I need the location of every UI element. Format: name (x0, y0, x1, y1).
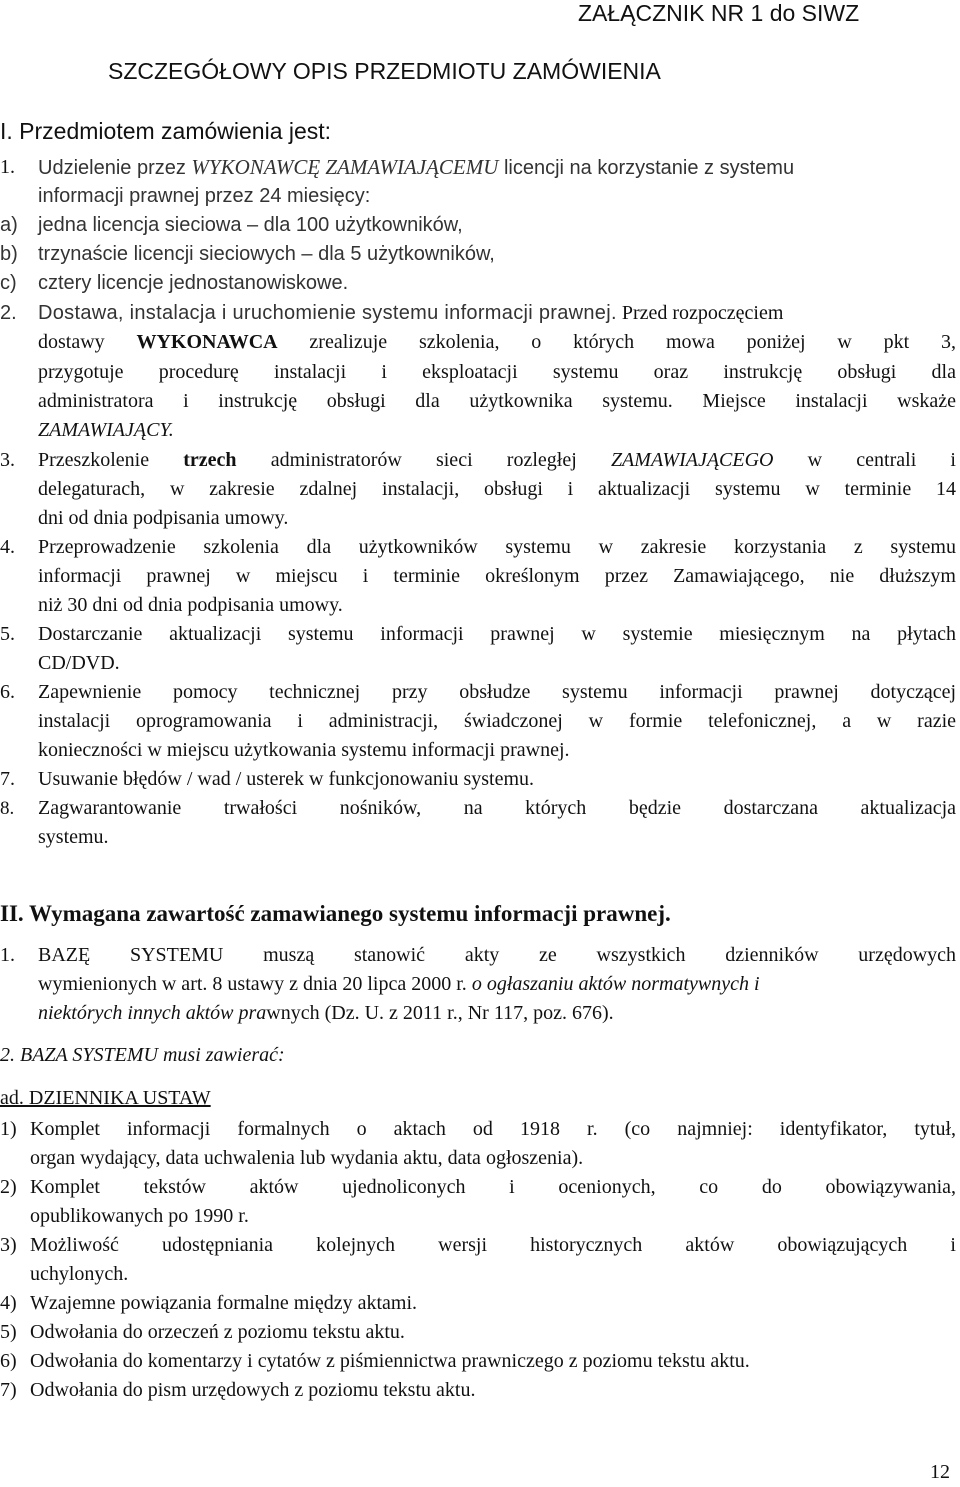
subitem-c-label: c) (0, 272, 17, 294)
item-3-line-1 (38, 450, 956, 470)
item-4-line-3: niż 30 dni od dnia podpisania umowy. (38, 594, 343, 616)
item-1-number: 1. (0, 156, 15, 178)
journal-item-7-line-1: Odwołania do pism urzędowych z poziomu tekstu aktu. (30, 1379, 476, 1401)
item-1-text-a: Udzielenie przez (38, 157, 192, 179)
item-1-line-1 (38, 157, 794, 178)
journal-item-6-line-1: Odwołania do komentarzy i cytatów z piśmiennictwa prawniczego z poziomu tekstu aktu. (30, 1350, 750, 1372)
section-2-heading: II. Wymagana zawartość zamawianego systemu informacji prawnej. (0, 901, 671, 926)
journal-item-1-number: 1) (0, 1118, 17, 1140)
item-2-line-5: ZAMAWIAJĄCY. (38, 419, 174, 441)
item-6-line-3: konieczności w miejscu użytkowania systemu informacji prawnej. (38, 739, 570, 761)
journal-item-2-line-1: Komplet tekstów aktów ujednoliconych i ocenionych, co do obowiązywania, (30, 1176, 957, 1198)
item-7-number: 7. (0, 768, 15, 790)
section-2-item-1-line-2 (38, 974, 760, 994)
item-2-number: 2. (0, 302, 17, 324)
item-3-number: 3. (0, 449, 15, 471)
section-2-item-1-number: 1. (0, 944, 15, 966)
item-2-text-b: Przed rozpoczęciem (616, 302, 784, 324)
item-8-line-1: Zagwarantowanie trwałości nośników, na których będzie dostarczana aktualizacja (38, 797, 957, 819)
journal-item-4-line-1: Wzajemne powiązania formalne między aktami. (30, 1292, 418, 1314)
item-2-text-a: Dostawa, instalacja i uruchomienie systemu informacji prawnej. (38, 302, 617, 324)
journal-item-5-line-1: Odwołania do orzeczeń z poziomu tekstu aktu. (30, 1321, 405, 1343)
journal-item-1-line-2: organ wydający, data uchwalenia lub wydania aktu, data ogłoszenia). (30, 1147, 584, 1169)
item-2-line-3: przygotuje procedurę instalacji i eksploatacji systemu oraz instrukcję obsługi dla (38, 361, 956, 383)
item-2-text-c: dostawy (38, 331, 137, 353)
journal-item-2-number: 2) (0, 1176, 17, 1198)
journal-item-5-number: 5) (0, 1321, 17, 1343)
subitem-a-label: a) (0, 214, 18, 236)
section-2-item-1-text-a: wymienionych w art. 8 ustawy z dnia 20 lipca 2000 r. (38, 973, 472, 995)
subitem-b-label: b) (0, 243, 18, 265)
journal-subheading: ad. DZIENNIKA USTAW (0, 1087, 211, 1109)
item-1-text-b: licencji na korzystanie z systemu (498, 157, 795, 179)
item-4-number: 4. (0, 536, 15, 558)
page-number: 12 (930, 1461, 950, 1483)
item-2-text-d: zrealizuje szkolenia, o których mowa poniżej w pkt 3, (277, 331, 956, 353)
attachment-label: ZAŁĄCZNIK NR 1 do SIWZ (578, 0, 860, 26)
item-1-line-2: informacji prawnej przez 24 miesięcy: (38, 185, 371, 207)
item-5-line-2: CD/DVD. (38, 652, 120, 674)
journal-item-3-line-1: Możliwość udostępniania kolejnych wersji historycznych aktów obowiązujących i (30, 1234, 956, 1256)
item-3-text-c: w centrali i (773, 449, 956, 471)
item-6-line-1: Zapewnienie pomocy technicznej przy obsłudze systemu informacji prawnej dotyczącej (38, 681, 957, 703)
item-2-line-2 (38, 332, 956, 352)
journal-item-1-line-1: Komplet informacji formalnych o aktach od 1918 r. (co najmniej: identyfikator, tytuł, (30, 1118, 957, 1140)
item-5-number: 5. (0, 623, 15, 645)
item-3-client: ZAMAWIAJĄCEGO (610, 449, 774, 471)
item-3-text-a: Przeszkolenie (38, 449, 184, 471)
journal-item-3-line-2: uchylonych. (30, 1263, 129, 1285)
item-2-contractor: WYKONAWCA (136, 331, 278, 353)
section-2-item-1-line-1: BAZĘ SYSTEMU muszą stanowić akty ze wszystkich dzienników urzędowych (38, 944, 957, 966)
item-3-line-2: delegaturach, w zakresie zdalnej instalacji, obsługi i aktualizacji systemu w terminie 14 (38, 478, 957, 500)
journal-item-4-number: 4) (0, 1292, 17, 1314)
item-4-line-2: informacji prawnej w miejscu i terminie określonym przez Zamawiającego, nie dłuższym (38, 565, 956, 587)
document-title: SZCZEGÓŁOWY OPIS PRZEDMIOTU ZAMÓWIENIA (108, 58, 661, 84)
item-3-line-3: dni od dnia podpisania umowy. (38, 507, 289, 529)
subitem-c-text: cztery licencje jednostanowiskowe. (38, 272, 349, 294)
item-3-three: trzech (183, 449, 237, 471)
journal-item-6-number: 6) (0, 1350, 17, 1372)
section-2-item-2: 2. BAZA SYSTEMU musi zawierać: (0, 1044, 285, 1066)
item-2-line-1 (38, 303, 783, 323)
item-6-line-2: instalacji oprogramowania i administracji, świadczonej w formie telefonicznej, a w razie (38, 710, 957, 732)
item-5-line-1: Dostarczanie aktualizacji systemu informacji prawnej w systemie miesięcznym na płytach (38, 623, 956, 645)
item-1-parties: WYKONAWCĘ ZAMAWIAJĄCEMU (191, 155, 499, 179)
subitem-a-text: jedna licencja sieciowa – dla 100 użytkowników, (38, 214, 463, 236)
item-7-line-1: Usuwanie błędów / wad / usterek w funkcjonowaniu systemu. (38, 768, 535, 790)
item-4-line-1: Przeprowadzenie szkolenia dla użytkowników systemu w zakresie korzystania z systemu (38, 536, 956, 558)
journal-item-3-number: 3) (0, 1234, 17, 1256)
journal-item-7-number: 7) (0, 1379, 17, 1401)
item-2-line-4: administratora i instrukcję obsługi dla użytkownika systemu. Miejsce instalacji wskaże (38, 390, 956, 412)
section-2-item-1-act-title-cont: niektórych innych aktów pra (38, 1002, 267, 1024)
item-8-number: 8. (0, 798, 15, 819)
subitem-b-text: trzynaście licencji sieciowych – dla 5 użytkowników, (38, 243, 495, 265)
section-2-item-1-text-b: wnych (Dz. U. z 2011 r., Nr 117, poz. 676). (266, 1002, 614, 1024)
section-2-item-1-act-title: o ogłaszaniu aktów normatywnych i (471, 973, 760, 995)
item-3-text-b: administratorów sieci rozległej (236, 449, 611, 471)
item-8-line-2: systemu. (38, 826, 109, 848)
item-6-number: 6. (0, 681, 15, 703)
section-1-heading: I. Przedmiotem zamówienia jest: (0, 118, 332, 144)
journal-item-2-line-2: opublikowanych po 1990 r. (30, 1205, 249, 1227)
section-2-item-1-line-3 (38, 1003, 614, 1023)
